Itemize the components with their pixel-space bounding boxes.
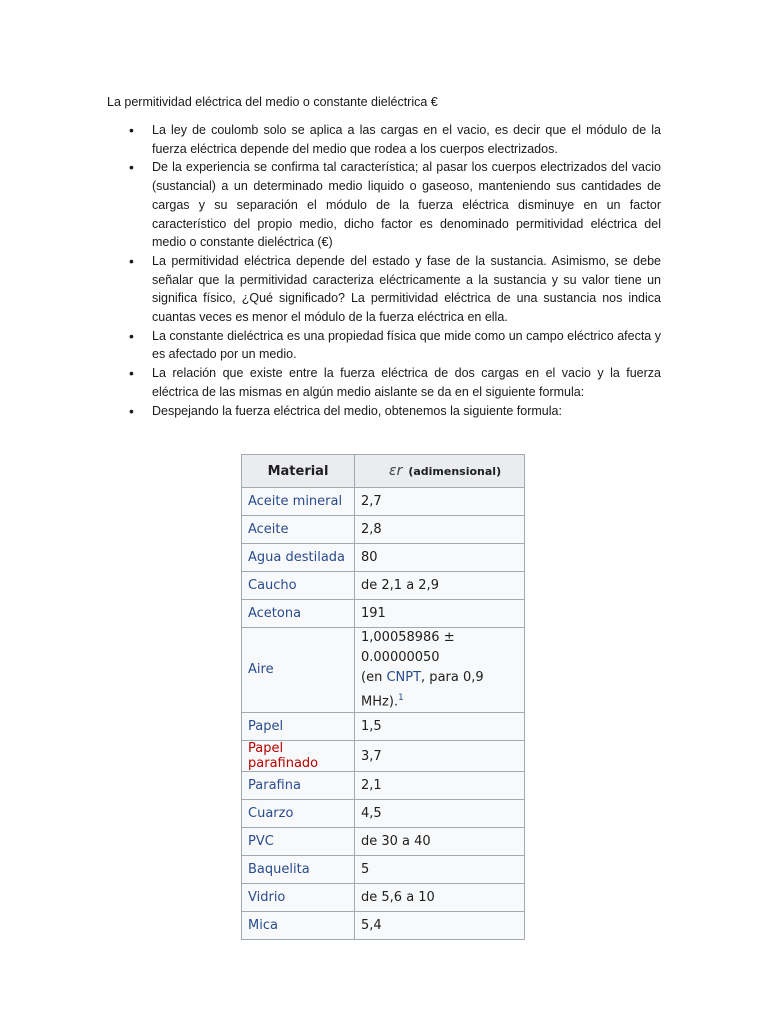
material-link[interactable]: Caucho — [242, 572, 355, 600]
cnpt-link[interactable]: CNPT — [386, 670, 422, 685]
table-row — [242, 800, 525, 828]
bullet-item: • Despejando la fuerza eléctrica del medio, obtenemos la siguiente formula: — [107, 402, 661, 421]
bullet-item: • De la experiencia se confirma tal característica; al pasar los cuerpos electrizados del vacio (sustancial) a un determinado medio liquido o gaseoso, manteniendo sus cantidades de cargas y su separación el módulo de la fuerza eléctrica disminuye en un factor característico del propio medio, dicho factor es denominado permitividad eléctrica del medio o constante dieléctrica (€) — [107, 158, 661, 252]
permittivity-value: 3,7 — [355, 741, 525, 772]
table-row — [242, 600, 525, 628]
bullet-item: • La relación que existe entre la fuerza eléctrica de dos cargas en el vacio y la fuerza eléctrica de las mismas en algún medio aislante se da en el siguiente formula: — [107, 364, 661, 401]
permittivity-value: 2,7 — [355, 488, 525, 516]
aire-note — [361, 668, 518, 712]
table-header-row — [242, 455, 525, 488]
table-row — [242, 828, 525, 856]
permittivity-value: 5,4 — [355, 912, 525, 940]
bullet-item: • La ley de coulomb solo se aplica a las cargas en el vacio, es decir que el módulo de la fuerza eléctrica depende del medio que rodea a los cuerpos electrizados. — [107, 121, 661, 158]
permittivity-value: 2,1 — [355, 772, 525, 800]
aire-value-line: 1,00058986 ± 0.00000050 — [361, 630, 455, 665]
material-link[interactable]: Acetona — [242, 600, 355, 628]
permittivity-value: 5 — [355, 856, 525, 884]
table-row — [242, 488, 525, 516]
note-suffix: , para 0,9 MHz). — [361, 670, 484, 710]
material-link[interactable]: Aire — [242, 628, 355, 713]
note-prefix: (en — [361, 670, 387, 685]
permittivity-value: de 2,1 a 2,9 — [355, 572, 525, 600]
permittivity-value: 80 — [355, 544, 525, 572]
permittivity-value: 4,5 — [355, 800, 525, 828]
table-row — [242, 516, 525, 544]
permittivity-value: 1,5 — [355, 713, 525, 741]
header-material: Material — [242, 455, 355, 488]
material-link[interactable]: Agua destilada — [242, 544, 355, 572]
table-row — [242, 544, 525, 572]
material-link[interactable]: Cuarzo — [242, 800, 355, 828]
material-link[interactable]: Aceite — [242, 516, 355, 544]
material-redlink[interactable]: Papel parafinado — [242, 741, 355, 772]
header-permittivity — [355, 455, 525, 488]
reference-link[interactable]: 1 — [398, 693, 404, 703]
permittivity-value: de 30 a 40 — [355, 828, 525, 856]
bullet-item: • La permitividad eléctrica depende del estado y fase de la sustancia. Asimismo, se debe señalar que la permitividad caracteriza eléctricamente a la sustancia y su valor tiene un significa físico, ¿Qué significado? La permitividad eléctrica de una sustancia nos indica cuantas veces es menor el módulo de la fuerza eléctrica en ella. — [107, 252, 661, 327]
permittivity-value — [355, 628, 525, 713]
header-unit: (adimensional) — [408, 465, 502, 478]
table-row — [242, 912, 525, 940]
table-row — [242, 572, 525, 600]
permittivity-value: 2,8 — [355, 516, 525, 544]
material-link[interactable]: PVC — [242, 828, 355, 856]
table-row — [242, 772, 525, 800]
table-row — [242, 856, 525, 884]
bullet-list — [107, 121, 661, 420]
table-row — [242, 713, 525, 741]
material-link[interactable]: Mica — [242, 912, 355, 940]
material-link[interactable]: Aceite mineral — [242, 488, 355, 516]
epsilon-symbol: εr — [389, 463, 403, 479]
material-link[interactable]: Baquelita — [242, 856, 355, 884]
material-link[interactable]: Papel — [242, 713, 355, 741]
material-link[interactable]: Parafina — [242, 772, 355, 800]
bullet-item: • La constante dieléctrica es una propiedad física que mide como un campo eléctrico afecta y es afectado por un medio. — [107, 327, 661, 364]
document-heading: La permitividad eléctrica del medio o constante dieléctrica € — [107, 95, 438, 109]
table-row — [242, 741, 525, 772]
table-row — [242, 628, 525, 713]
permittivity-value: 191 — [355, 600, 525, 628]
permittivity-value: de 5,6 a 10 — [355, 884, 525, 912]
material-link[interactable]: Vidrio — [242, 884, 355, 912]
table-row — [242, 884, 525, 912]
dielectric-constant-table — [241, 454, 525, 940]
